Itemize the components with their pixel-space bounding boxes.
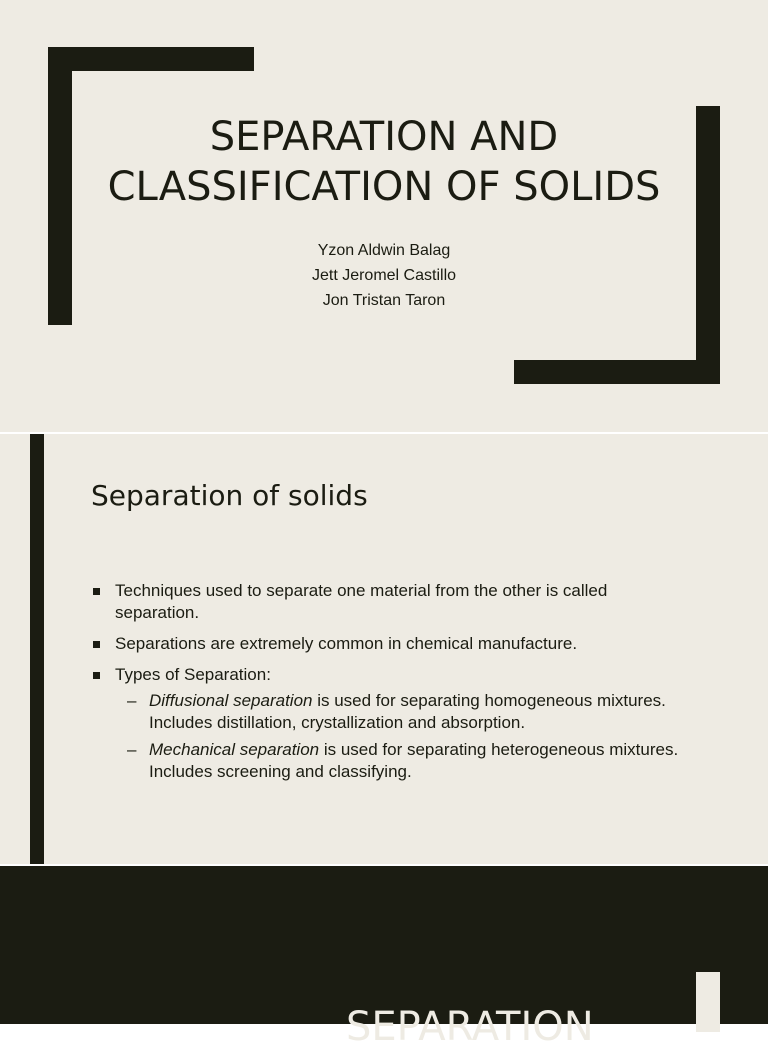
author-name: Jett Jeromel Castillo <box>311 267 457 284</box>
list-item-text: Techniques used to separate one material from the other is called separation. <box>115 581 608 622</box>
sub-item-text: is used for separating homogeneous mixtures. Includes distillation, crystallization and absorption. <box>149 691 666 732</box>
sub-item-term: Diffusional separation <box>149 691 313 710</box>
square-bullet-icon <box>93 588 100 595</box>
title-line-2: CLASSIFICATION OF SOLIDS <box>107 164 661 210</box>
list-item-text: Separations are extremely common in chemical manufacture. <box>115 634 578 653</box>
sub-item-text: is used for separating heterogeneous mixtures. Includes screening and classifying. <box>149 740 679 781</box>
accent-vertical-bar <box>696 972 720 1032</box>
slide-1-title[interactable] <box>0 0 768 432</box>
sub-list-item <box>115 690 691 734</box>
author-name: Jon Tristan Taron <box>322 292 446 309</box>
list-item-text: Types of Separation: <box>115 665 271 684</box>
slide-2-content[interactable] <box>0 434 768 864</box>
sub-list-item <box>115 739 691 783</box>
square-bullet-icon <box>93 641 100 648</box>
title-line-1: SEPARATION AND <box>209 114 559 160</box>
list-item <box>91 633 691 655</box>
section-title: SEPARATION <box>346 1004 594 1050</box>
author-name: Yzon Aldwin Balag <box>317 242 451 259</box>
list-item <box>91 580 691 624</box>
accent-vertical-bar <box>30 434 44 864</box>
dash-marker: – <box>127 691 137 710</box>
corner-bracket-top-horizontal <box>48 47 254 71</box>
corner-bracket-bottom-horizontal <box>514 360 720 384</box>
sub-item-term: Mechanical separation <box>149 740 320 759</box>
author-list <box>100 238 668 313</box>
dash-marker: – <box>127 740 137 759</box>
bullet-list <box>91 580 691 792</box>
presentation-title <box>60 112 708 212</box>
slide-3-section[interactable] <box>0 866 768 1050</box>
list-item <box>91 664 691 783</box>
sub-bullet-list <box>115 690 691 783</box>
slide-heading: Separation of solids <box>91 479 368 512</box>
square-bullet-icon <box>93 672 100 679</box>
